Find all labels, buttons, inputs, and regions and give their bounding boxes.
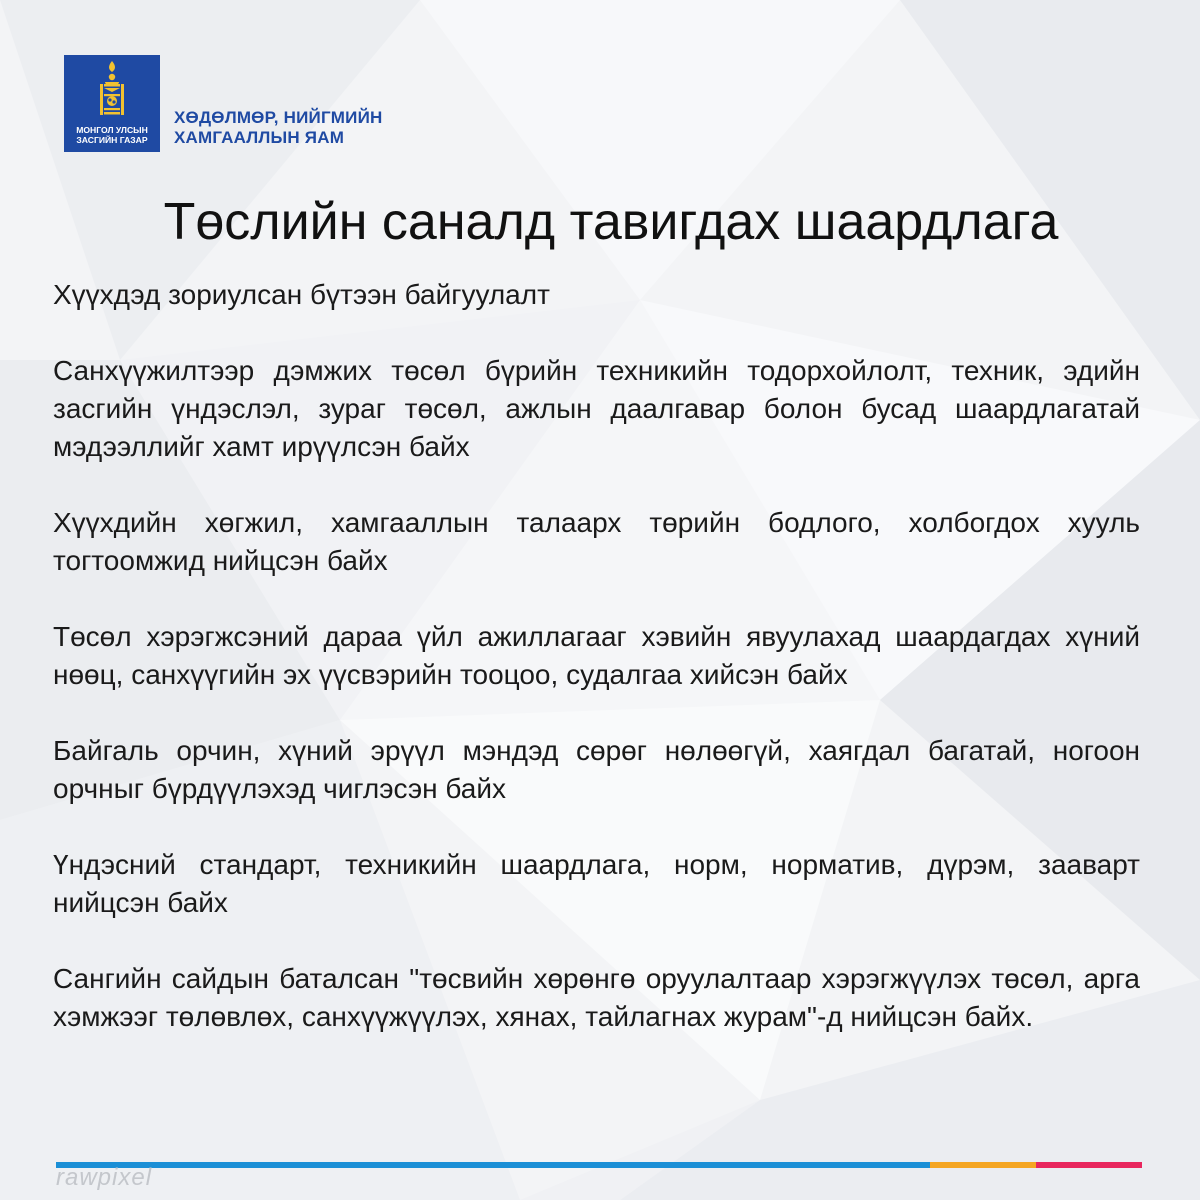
logo-caption-line1: МОНГОЛ УЛСЫН	[76, 125, 148, 135]
page-title: Төслийн саналд тавигдах шаардлага	[163, 193, 1059, 251]
requirement-item: Төсөл хэрэгжсэний дараа үйл ажиллагааг хэвийн явуулахад шаардагдах хүний нөөц, санхүүгийн эх үүсвэрийн тооцоо, судалгаа хийсэн байх	[53, 621, 1140, 690]
government-logo	[64, 55, 160, 152]
requirement-item: Байгаль орчин, хүний эрүүл мэндэд сөрөг нөлөөгүй, хаягдал багатай, ногоон орчныг бүрдүүлэхэд чиглэсэн байх	[53, 735, 1140, 804]
logo-caption-line2: ЗАСГИЙН ГАЗАР	[76, 135, 148, 145]
footer-bar-pink	[1036, 1162, 1142, 1168]
ministry-name	[174, 108, 382, 148]
watermark: rawpixel	[56, 1164, 153, 1191]
ministry-name-line2: ХАМГААЛЛЫН ЯАМ	[174, 128, 345, 147]
requirement-item: Хүүхдийн хөгжил, хамгааллын талаарх төрийн бодлого, холбогдох хууль тогтоомжид нийцсэн байх	[53, 507, 1140, 576]
requirement-item: Хүүхдэд зориулсан бүтээн байгуулалт	[53, 279, 550, 310]
requirement-item: Сангийн сайдын баталсан "төсвийн хөрөнгө оруулалтаар хэрэгжүүлэх төсөл, арга хэмжээг төлөвлөх, санхүүжүүлэх, хянах, тайлагнах журам"-д нийцсэн байх.	[53, 963, 1140, 1032]
requirements-list	[53, 276, 1140, 1074]
requirement-item: Үндэсний стандарт, техникийн шаардлага, норм, норматив, дүрэм, зааварт нийцсэн байх	[53, 849, 1140, 918]
requirement-item: Санхүүжилтээр дэмжих төсөл бүрийн техникийн тодорхойлолт, техник, эдийн засгийн үндэслэл, зураг төсөл, ажлын даалгавар болон бусад шаардлагатай мэдээллийг хамт ирүүлсэн байх	[53, 355, 1140, 462]
ministry-name-line1: ХӨДӨЛМӨР, НИЙГМИЙН	[174, 108, 383, 127]
footer-bar-blue	[56, 1162, 930, 1168]
footer-bar-orange	[930, 1162, 1036, 1168]
